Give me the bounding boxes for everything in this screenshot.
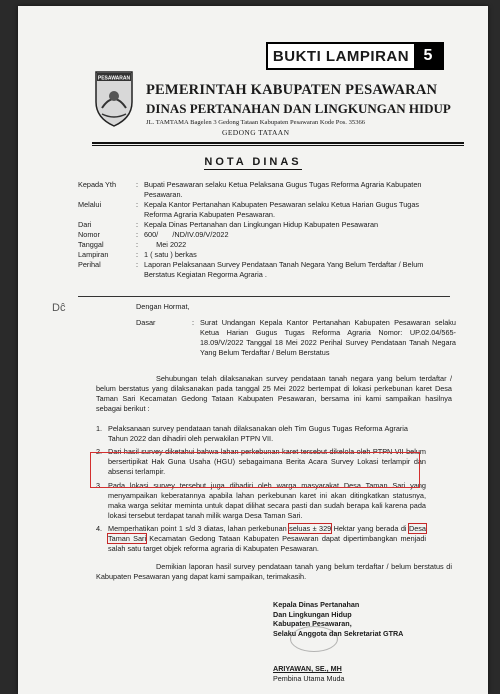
field-tanggal: Tanggal : Mei 2022 bbox=[78, 240, 187, 249]
highlight-box-point-2 bbox=[90, 452, 420, 488]
letterhead-rule-thin bbox=[92, 145, 464, 146]
intro-paragraph: Sehubungan telah dilaksanakan survey pendataan tanah negara yang belum terdaftar / belum berstatus yang dilaksanakan pada tanggal 25 Mei 2022 bertempat di lokasi perkebunan karet Desa Taman Sari Kecamatan Gedong Tataan Kabupaten Pesawaran, bersama ini kami sampaikan hasilnya sebagai berikut : bbox=[96, 374, 452, 413]
field-dari: Dari : Kepala Dinas Pertanahan dan Lingkungan Hidup Kabupaten Pesawaran bbox=[78, 220, 379, 229]
evidence-badge bbox=[266, 42, 444, 70]
dasar-field: Dasar : Surat Undangan Kepala Kantor Pertanahan Kabupaten Pesawaran selaku Ketua Harian Gugus Tugas Reforma Agraria Nomor: UP.02.04/565-18.09/V/2022 Tanggal 18 Mei 2022 Perihal Survey Pendataan Tanah Negara Yang Belum Terdaftar / Belum Berstatus bbox=[136, 318, 456, 357]
letterhead-agency: DINAS PERTANAHAN DAN LINGKUNGAN HIDUP bbox=[146, 101, 451, 116]
header-divider bbox=[78, 296, 450, 297]
dasar-label: Dasar bbox=[136, 318, 156, 327]
badge-number: 5 bbox=[414, 44, 442, 68]
letterhead-rule bbox=[92, 142, 464, 144]
highlight-area: seluas ± 329 bbox=[289, 524, 332, 533]
margin-mark: Dĉ bbox=[52, 302, 66, 314]
letterhead-city: GEDONG TATAAN bbox=[222, 128, 290, 137]
field-nomor: Nomor : 600/ /ND/IV.09/V/2022 bbox=[78, 230, 229, 239]
closing-paragraph: Demikian laporan hasil survey pendataan tanah yang belum terdaftar / belum berstatus di Kabupaten Pesawaran yang dapat kami sampaikan, terimakasih. bbox=[96, 562, 452, 581]
field-kepada: Kepada Yth : Bupati Pesawaran selaku Ketua Pelaksana Gugus Tugas Reforma Agraria Kabupaten Pesawaran. bbox=[78, 180, 422, 199]
points-list bbox=[96, 424, 452, 554]
logo-text: PESAWARAN bbox=[97, 75, 131, 82]
field-melalui: Melalui : Kepala Kantor Pertanahan Kabupaten Pesawaran selaku Ketua Harian Gugus Tugas Reforma Agraria Kabupaten Pesawaran. bbox=[78, 200, 420, 219]
signature-block: Kepala Dinas Pertanahan Dan Lingkungan Hidup Kabupaten Pesawaran, Selaku Anggota dan Sekretariat GTRA ARIYAWAN, SE., MH Pembina Utama Muda bbox=[273, 600, 404, 683]
dasar-value: Surat Undangan Kepala Kantor Pertanahan Kabupaten Pesawaran selaku Ketua Harian Gugus Tugas Reforma Agraria Nomor: UP.02.04/565-18.09/V/2022 Tanggal 18 Mei 2022 Perihal Survey Pendataan Tanah Negara Yang Belum Terdaftar / Belum Berstatus bbox=[200, 318, 456, 357]
field-lampiran: Lampiran : 1 ( satu ) berkas bbox=[78, 250, 197, 259]
list-item: 1. Pelaksanaan survey pendataan tanah dilaksanakan oleh Tim Gugus Tugas Reforma Agraria Tahun 2022 dan dihadiri oleh perwakilan PTPN VII. bbox=[96, 424, 408, 443]
memo-header-fields bbox=[78, 180, 442, 280]
list-item: 4. Memperhatikan point 1 s/d 3 diatas, lahan perkebunan seluas ± 329 Hektar yang berada di Desa Taman Sari Kecamatan Gedong Tataan Kabupaten Pesawaran dapat dipertimbangkan menjadi salah satu target objek reforma agraria di Kabupaten Pesawaran. bbox=[96, 524, 426, 553]
signatory-rank: Pembina Utama Muda bbox=[273, 673, 345, 683]
list-item: 3. Pada lokasi survey tersebut juga dihadiri oleh warga masyarakat Desa Taman Sari yang menyampaikan keberatannya apabila lahan perkebunan karet ini akan ditingkatkan statusnya, maka warga sekitar meminta untuk dapat dilihat secara pasti dan sudah berapa kali karena pada lokasi tersebut terdapat tanah milik warga Desa Taman Sari. bbox=[96, 481, 426, 520]
field-perihal: Perihal : Laporan Pelaksanaan Survey Pendataan Tanah Negara Yang Belum Terdaftar / Belum Berstatus Kegiatan Regorma Agraria . bbox=[78, 260, 424, 279]
list-item-highlighted: 2. Dari hasil survey diketahui bahwa lahan perkebunan karet tersebut dikelola oleh PTPN VII belum bersertipikat Hak Guna Usaha (HGU) sebagaimana Berita Acara Survey Lokasi terlampir dan absensi terlampir. bbox=[96, 447, 426, 476]
letterhead bbox=[146, 82, 466, 137]
letterhead-government: PEMERINTAH KABUPATEN PESAWARAN bbox=[146, 82, 438, 98]
memo-title: NOTA DINAS bbox=[204, 156, 302, 168]
badge-label: BUKTI LAMPIRAN bbox=[272, 47, 410, 65]
letterhead-address: JL. TAMTAMA Bagelen 3 Gedong Tataan Kabupaten Pesawaran Kode Pos. 35366 bbox=[146, 119, 366, 126]
document-page bbox=[18, 6, 488, 694]
pesawaran-logo bbox=[92, 68, 136, 128]
greeting: Dengan Hormat, bbox=[136, 302, 190, 311]
signatory-name: ARIYAWAN, SE., MH bbox=[273, 664, 342, 673]
highlight-village: Desa Taman Sari bbox=[108, 524, 426, 543]
